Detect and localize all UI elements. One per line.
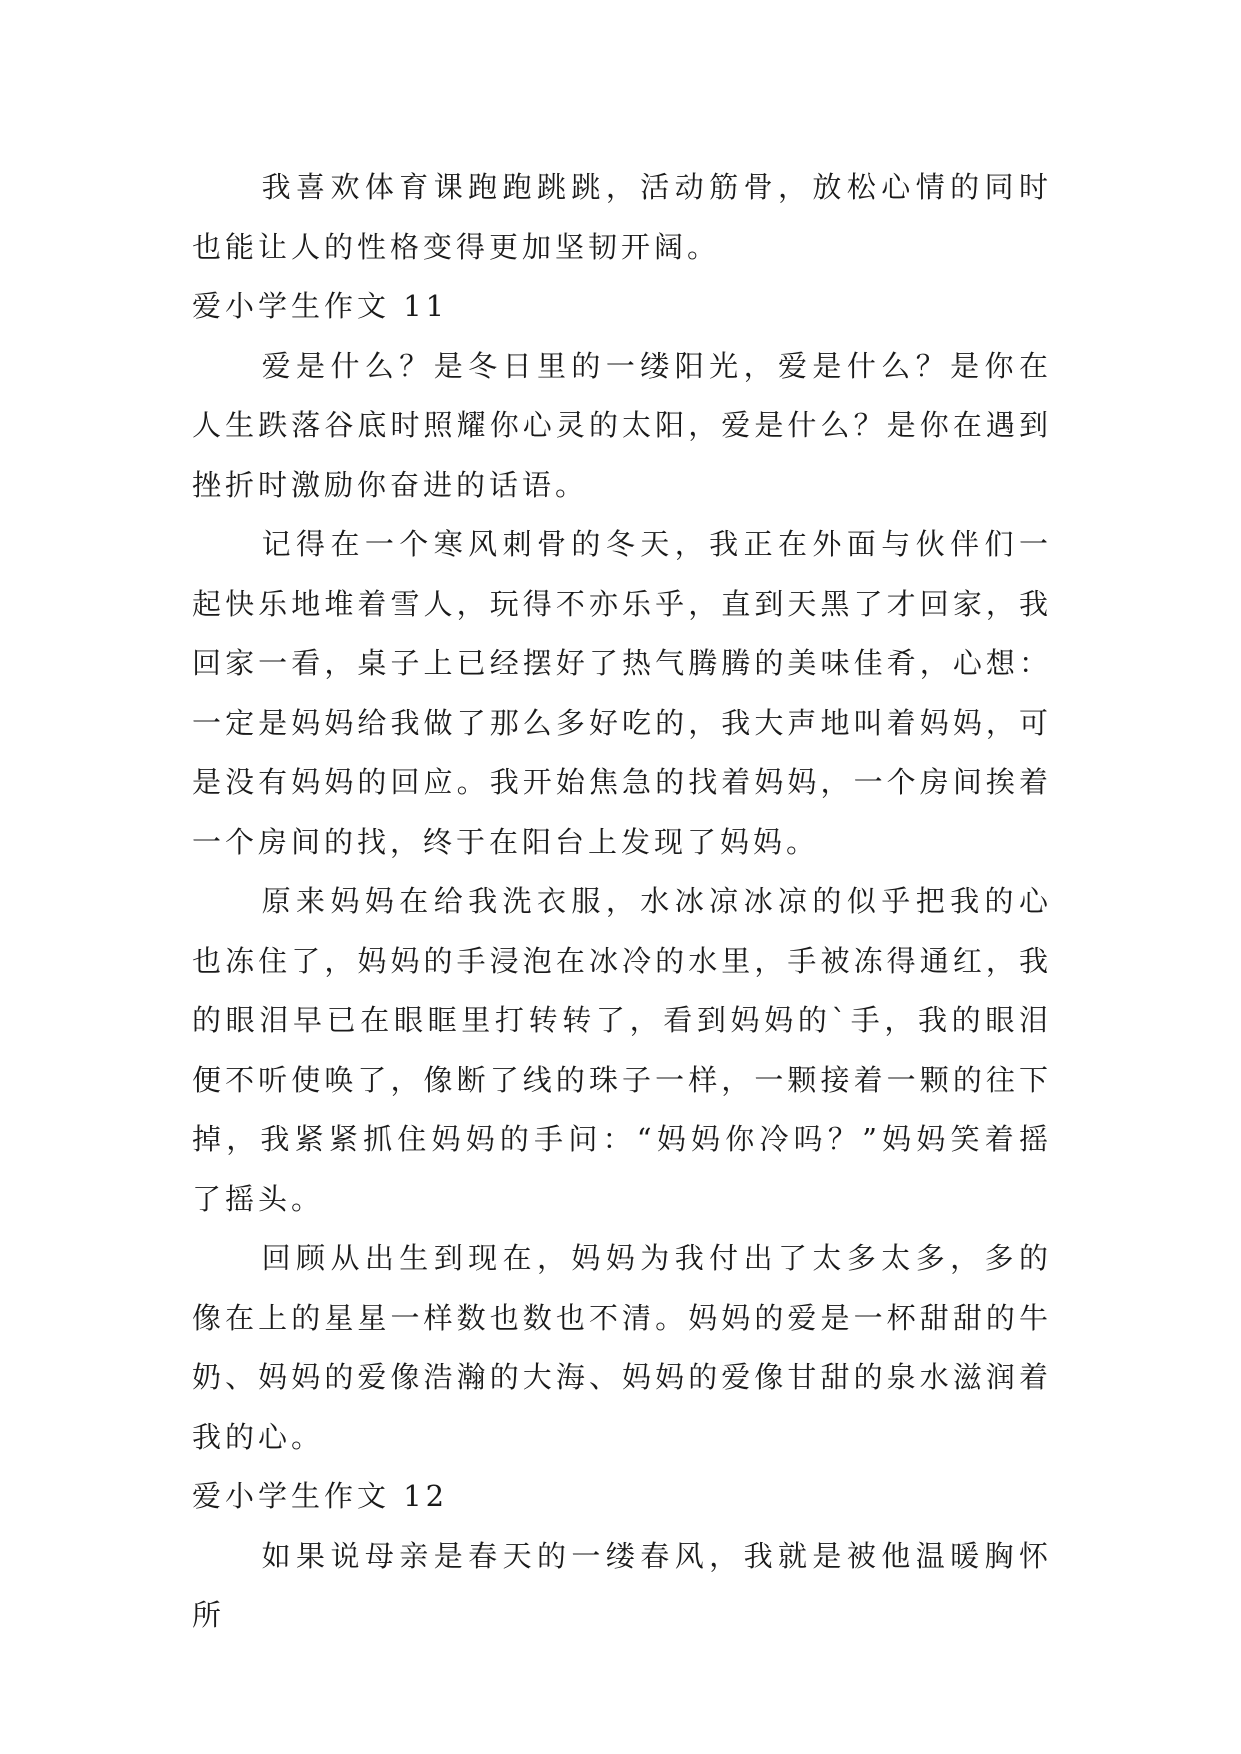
section-heading: 爱小学生作文 11 bbox=[192, 289, 449, 323]
paragraph: 回顾从出生到现在，妈妈为我付出了太多太多，多的像在上的星星一样数也数也不清。妈妈的爱是一杯甜甜的牛奶、妈妈的爱像浩瀚的大海、妈妈的爱像甘甜的泉水滋润着我的心。 bbox=[192, 1241, 1052, 1454]
paragraph: 爱是什么？是冬日里的一缕阳光，爱是什么？是你在人生跌落谷底时照耀你心灵的太阳，爱是什么？是你在遇到挫折时激励你奋进的话语。 bbox=[192, 348, 1052, 502]
document-body bbox=[192, 158, 1052, 1646]
section-heading: 爱小学生作文 12 bbox=[192, 1479, 449, 1513]
paragraph: 原来妈妈在给我洗衣服，水冰凉冰凉的似乎把我的心也冻住了，妈妈的手浸泡在冰冷的水里，手被冻得通红，我的眼泪早已在眼眶里打转转了，看到妈妈的`手，我的眼泪便不听使唤了，像断了线的珠子一样，一颗接着一颗的往下掉，我紧紧抓住妈妈的手问：“妈妈你冷吗？”妈妈笑着摇了摇头。 bbox=[192, 884, 1052, 1216]
paragraph: 如果说母亲是春天的一缕春风，我就是被他温暖胸怀所 bbox=[192, 1538, 1052, 1632]
paragraph: 我喜欢体育课跑跑跳跳，活动筋骨，放松心情的同时也能让人的性格变得更加坚韧开阔。 bbox=[192, 170, 1052, 264]
paragraph: 记得在一个寒风刺骨的冬天，我正在外面与伙伴们一起快乐地堆着雪人，玩得不亦乐乎，直到天黑了才回家，我回家一看，桌子上已经摆好了热气腾腾的美味佳肴，心想：一定是妈妈给我做了那么多好吃的，我大声地叫着妈妈，可是没有妈妈的回应。我开始焦急的找着妈妈，一个房间挨着一个房间的找，终于在阳台上发现了妈妈。 bbox=[192, 527, 1052, 859]
